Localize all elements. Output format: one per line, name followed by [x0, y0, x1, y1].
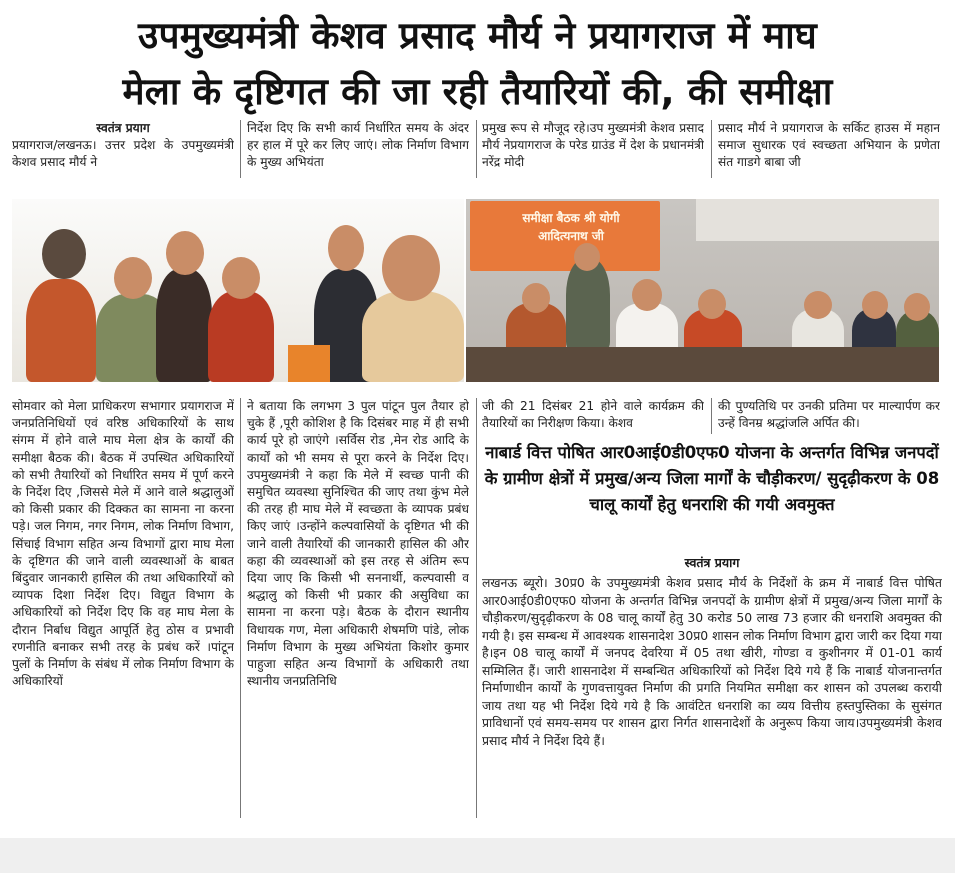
person-head — [904, 293, 930, 321]
person-head — [222, 257, 260, 299]
top-column-3 — [482, 120, 704, 178]
bottom-column-3 — [482, 398, 704, 434]
meeting-table — [466, 347, 939, 382]
bottom-column-2 — [247, 398, 469, 820]
bottom-col4-text: की पुण्यतिथि पर उनकी प्रतिमा पर माल्यार्पण कर उन्हें विनम्र श्रद्धांजलि अर्पित की। — [718, 399, 940, 431]
column-rule — [711, 398, 712, 434]
column-rule — [476, 398, 477, 818]
top-col3-text: प्रमुख रूप से मौजूद रहे।उप मुख्यमंत्री केशव प्रसाद मौर्य नेप्रयागराज के परेड ग्राउंड में देश के प्रधानमंत्री नरेंद्र मोदी — [482, 121, 704, 170]
headline-line-2: मेला के दृष्टिगत की जा रही तैयारियों की, की समीक्षा — [122, 70, 833, 113]
top-col1-text: प्रयागराज/लखनऊ। उत्तर प्रदेश के उपमुख्यमंत्री केशव प्रसाद मौर्य ने — [12, 138, 234, 170]
bottom-col3-text: जी की 21 दिसंबर 21 होने वाले कार्यक्रम की तैयारियों का निरीक्षण किया। केशव — [482, 399, 704, 431]
bottom-col1-text: सोमवार को मेला प्राधिकरण सभागार प्रयागराज में जनप्रतिनिधियों एवं वरिष्ठ अधिकारियों के साथ संगम में होने वाले माघ मेला क्षेत्र के कार्यों की समीक्षा बैठक की। बैठक में उपस्थित अधिकारियों को सभी तैयारियों को निर्धारित समय में पूर्ण करने के निर्देश दिए ,जिससे मेले में आने वाले श्रद्धालुओं को किसी प्रकार की दिक्कत का सामना ना करना पड़े। जल निगम, नगर निगम, लोक निर्माण विभाग, सिंचाई विभाग सहित अन्य विभागों द्वारा माघ मेला के दृष्टिगत की जाने वाली व्यवस्थाओं के बाबत बिंदुवार जानकारी हासिल की तथा अधिकारियों को व्यापक दिशा निर्देश दिए। विद्युत विभाग के अधिकारियों को निर्देश दिए कि वह माघ मेला के दौरान निर्बाध विद्युत आपूर्ति हेतु ठोस व प्रभावी रणनीति बनाकर सभी तरह के प्रबंध करें ।पांटून पुलों के निर्माण के संबंध में लोक निर्माण विभाग के अधिकारियों — [12, 399, 234, 689]
meeting-photo-left — [12, 199, 464, 382]
person-figure — [566, 259, 610, 349]
column-rule — [711, 120, 712, 178]
person-head — [698, 289, 726, 319]
main-headline — [10, 8, 945, 120]
person-figure — [26, 279, 96, 382]
bottom-column-1 — [12, 398, 234, 820]
second-article-byline: स्वतंत्र प्रयाग — [684, 555, 740, 570]
person-head — [862, 291, 888, 319]
bottom-col2-text: ने बताया कि लगभग 3 पुल पांटून पुल तैयार हो चुके हैं ,पूरी कोशिश है कि दिसंबर माह में ही सभी कार्य पूरे हो जाएंगे ।सर्विस रोड ,मेन रोड आदि के कार्यों को भी समय से पूरा करने के निर्देश दिए। उपमुख्यमंत्री ने कहा कि मेले में स्वच्छ पानी की समुचित व्यवस्था सुनिश्चित की जाए तथा कुंभ मेले की तरह ही माघ मेले में स्वच्छता के व्यापक प्रबंध किए जाएं ।उन्होंने कल्पवासियों के दृष्टिगत भी की जाने वाली तैयारियों की जानकारी हासिल की और कहा की व्यवस्थाओं को इस तरह से अंतिम रूप दिया जाए कि किसी भी सननार्थी, कल्पवासी व श्रद्धालु को किसी भी प्रकार की असुविधा का सामना ना करना पड़े। बैठक के दौरान स्थानीय विधायक गण, मेला अधिकारी शेषमणि पांडे, लोक निर्माण विभाग के मुख्य अभियंता किशोर कुमार पाहुजा सहित अन्य विभागों के अधिकारी तथा स्थानीय जनप्रतिनिधि — [247, 399, 469, 689]
person-figure — [156, 269, 212, 382]
top-column-4 — [718, 120, 940, 178]
top-column-1 — [12, 120, 234, 178]
column-rule — [240, 120, 241, 178]
page-footer-strip — [0, 838, 955, 873]
second-article-headline: नाबार्ड वित्त पोषित आर0आई0डी0एफ0 योजना के अन्तर्गत विभिन्न जनपदों के ग्रामीण क्षेत्रों में प्रमुख/अन्य जिला मार्गों के चौड़ीकरण/ सुदृढ़ीकरण के 08 चालू कार्यों हेतु धनराशि की गयी अवमुक्त — [484, 443, 940, 514]
bottom-column-4 — [718, 398, 940, 434]
person-head — [166, 231, 204, 275]
person-head — [382, 235, 440, 301]
column-rule — [476, 120, 477, 178]
ceiling-panel — [696, 199, 939, 241]
column-rule — [240, 398, 241, 818]
person-head — [114, 257, 152, 299]
meeting-photo-right — [466, 199, 939, 382]
person-head — [522, 283, 550, 313]
person-head — [328, 225, 364, 271]
banner-text: समीक्षा बैठक श्री योगी आदित्यनाथ जी — [522, 211, 620, 243]
top-col2-text: निर्देश दिए कि सभी कार्य निर्धारित समय के अंदर हर हाल में पूरे कर लिए जाएं। लोक निर्माण विभाग के मुख्य अभियंता — [247, 121, 469, 170]
person-figure — [362, 291, 464, 382]
top-column-2 — [247, 120, 469, 178]
second-article-text: लखनऊ ब्यूरो। 30प्र0 के उपमुख्यमंत्री केशव प्रसाद मौर्य के निर्देशों के क्रम में नाबार्ड वित्त पोषित आर0आई0डी0एफ0 योजना के अन्तर्गत विभिन्न जनपदों के ग्रामीण क्षेत्रों में प्रमुख/अन्य जिला मार्गों के चौड़ीकरण/सुदृढ़ीकरण के 08 चालू कार्यों हेतु 30 करोड 50 लाख 73 हजार की धनराशि अवमुक्त की गयी है। इस सम्बन्ध में आवश्यक शासनादेश 30प्र0 शासन लोक निर्माण विभाग द्वारा जारी कर दिया गया है।इन 08 चालू कार्यों में जनपद देवरिया में 05 तथा खीरी, गोण्डा व कुशीनगर में 01-01 कार्य सम्मिलित हैं। जारी शासनादेश में सम्बन्धित अधिकारियों को निर्देश दिये गये हैं कि नाबार्ड योजनान्तर्गत निर्माणाधीन कार्यों के गुणवत्तायुक्त निर्माण की प्रगति नियमित समीक्षा कर शासन को उपलब्ध करायी जाय तथा यह भी निर्देश दिये गये है कि आवंटित धनराशि का व्यय वित्तीय हस्तपुस्तिका के सुसंगत प्राविधानों एवं समय-समय पर शासन द्वारा निर्गत शासनादेशों के अनुरूप किया जाय।उपमुख्यमंत्री केशव प्रसाद मौर्य ने निर्देश दिये हैं। — [482, 575, 942, 748]
person-head — [804, 291, 832, 319]
orange-bag — [288, 345, 330, 382]
second-article-body — [482, 574, 942, 820]
top-byline: स्वतंत्र प्रयाग — [96, 121, 150, 135]
headline-line-1: उपमुख्यमंत्री केशव प्रसाद मौर्य ने प्रयागराज में माघ — [138, 14, 817, 57]
person-head — [632, 279, 662, 311]
person-head — [574, 243, 600, 271]
person-head — [42, 229, 86, 279]
person-figure — [208, 291, 274, 382]
top-col4-text: प्रसाद मौर्य ने प्रयागराज के सर्किट हाउस में महान समाज सुधारक एवं स्वच्छता अभियान के प्रणेता संत गाडगे बाबा जी — [718, 121, 940, 170]
